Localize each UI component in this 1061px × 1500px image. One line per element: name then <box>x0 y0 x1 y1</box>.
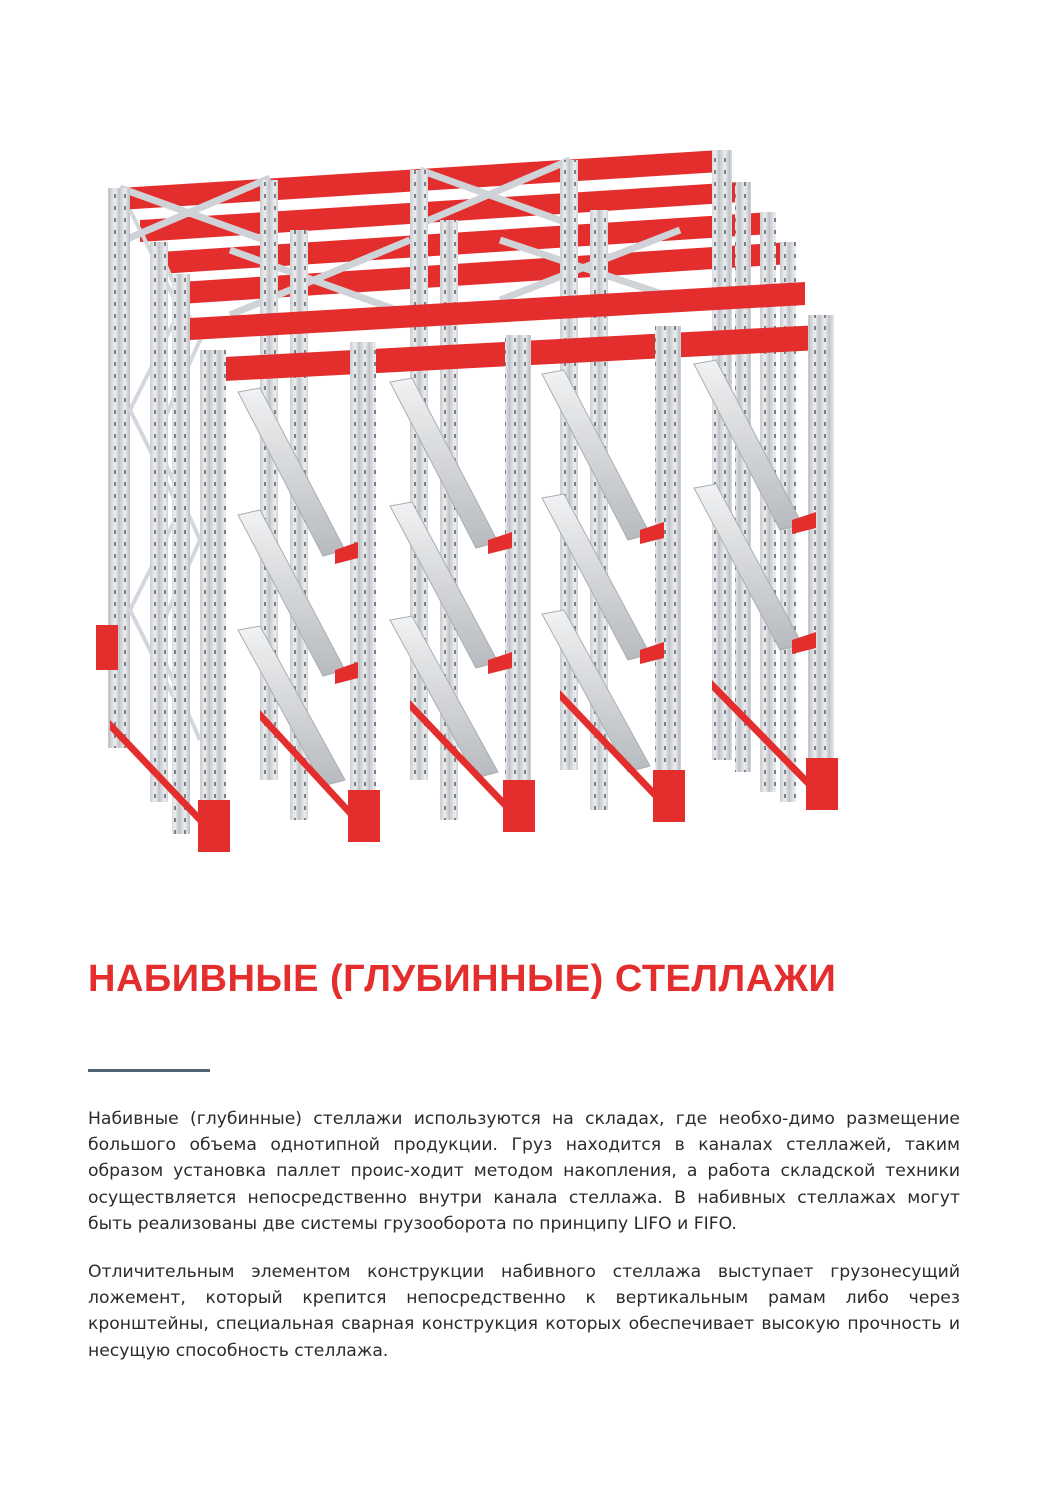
body-text <box>88 1106 960 1386</box>
drive-in-rack-illustration <box>80 130 860 870</box>
paragraph-1: Набивные (глубинные) стеллажи используются на складах, где необхо-димо размещение большого объема однотипной продукции. Груз находится в каналах стеллажей, таким образом установка паллет проис-ходит методом накопления, а работа складской техники осуществляется непосредственно внутри канала стеллажа. В набивных стеллажах могут быть реализованы две системы грузооборота по принципу LIFO и FIFO. <box>88 1109 960 1234</box>
title-divider <box>88 1069 210 1072</box>
paragraph-2: Отличительным элементом конструкции набивного стеллажа выступает грузонесущий ложемент, который крепится непосредственно к вертикальным рамам либо через кронштейны, специальная сварная конструкция которых обеспечивает высокую прочность и несущую способность стеллажа. <box>88 1262 960 1361</box>
page-title: НАБИВНЫЕ (ГЛУБИННЫЕ) СТЕЛЛАЖИ <box>88 958 837 1000</box>
